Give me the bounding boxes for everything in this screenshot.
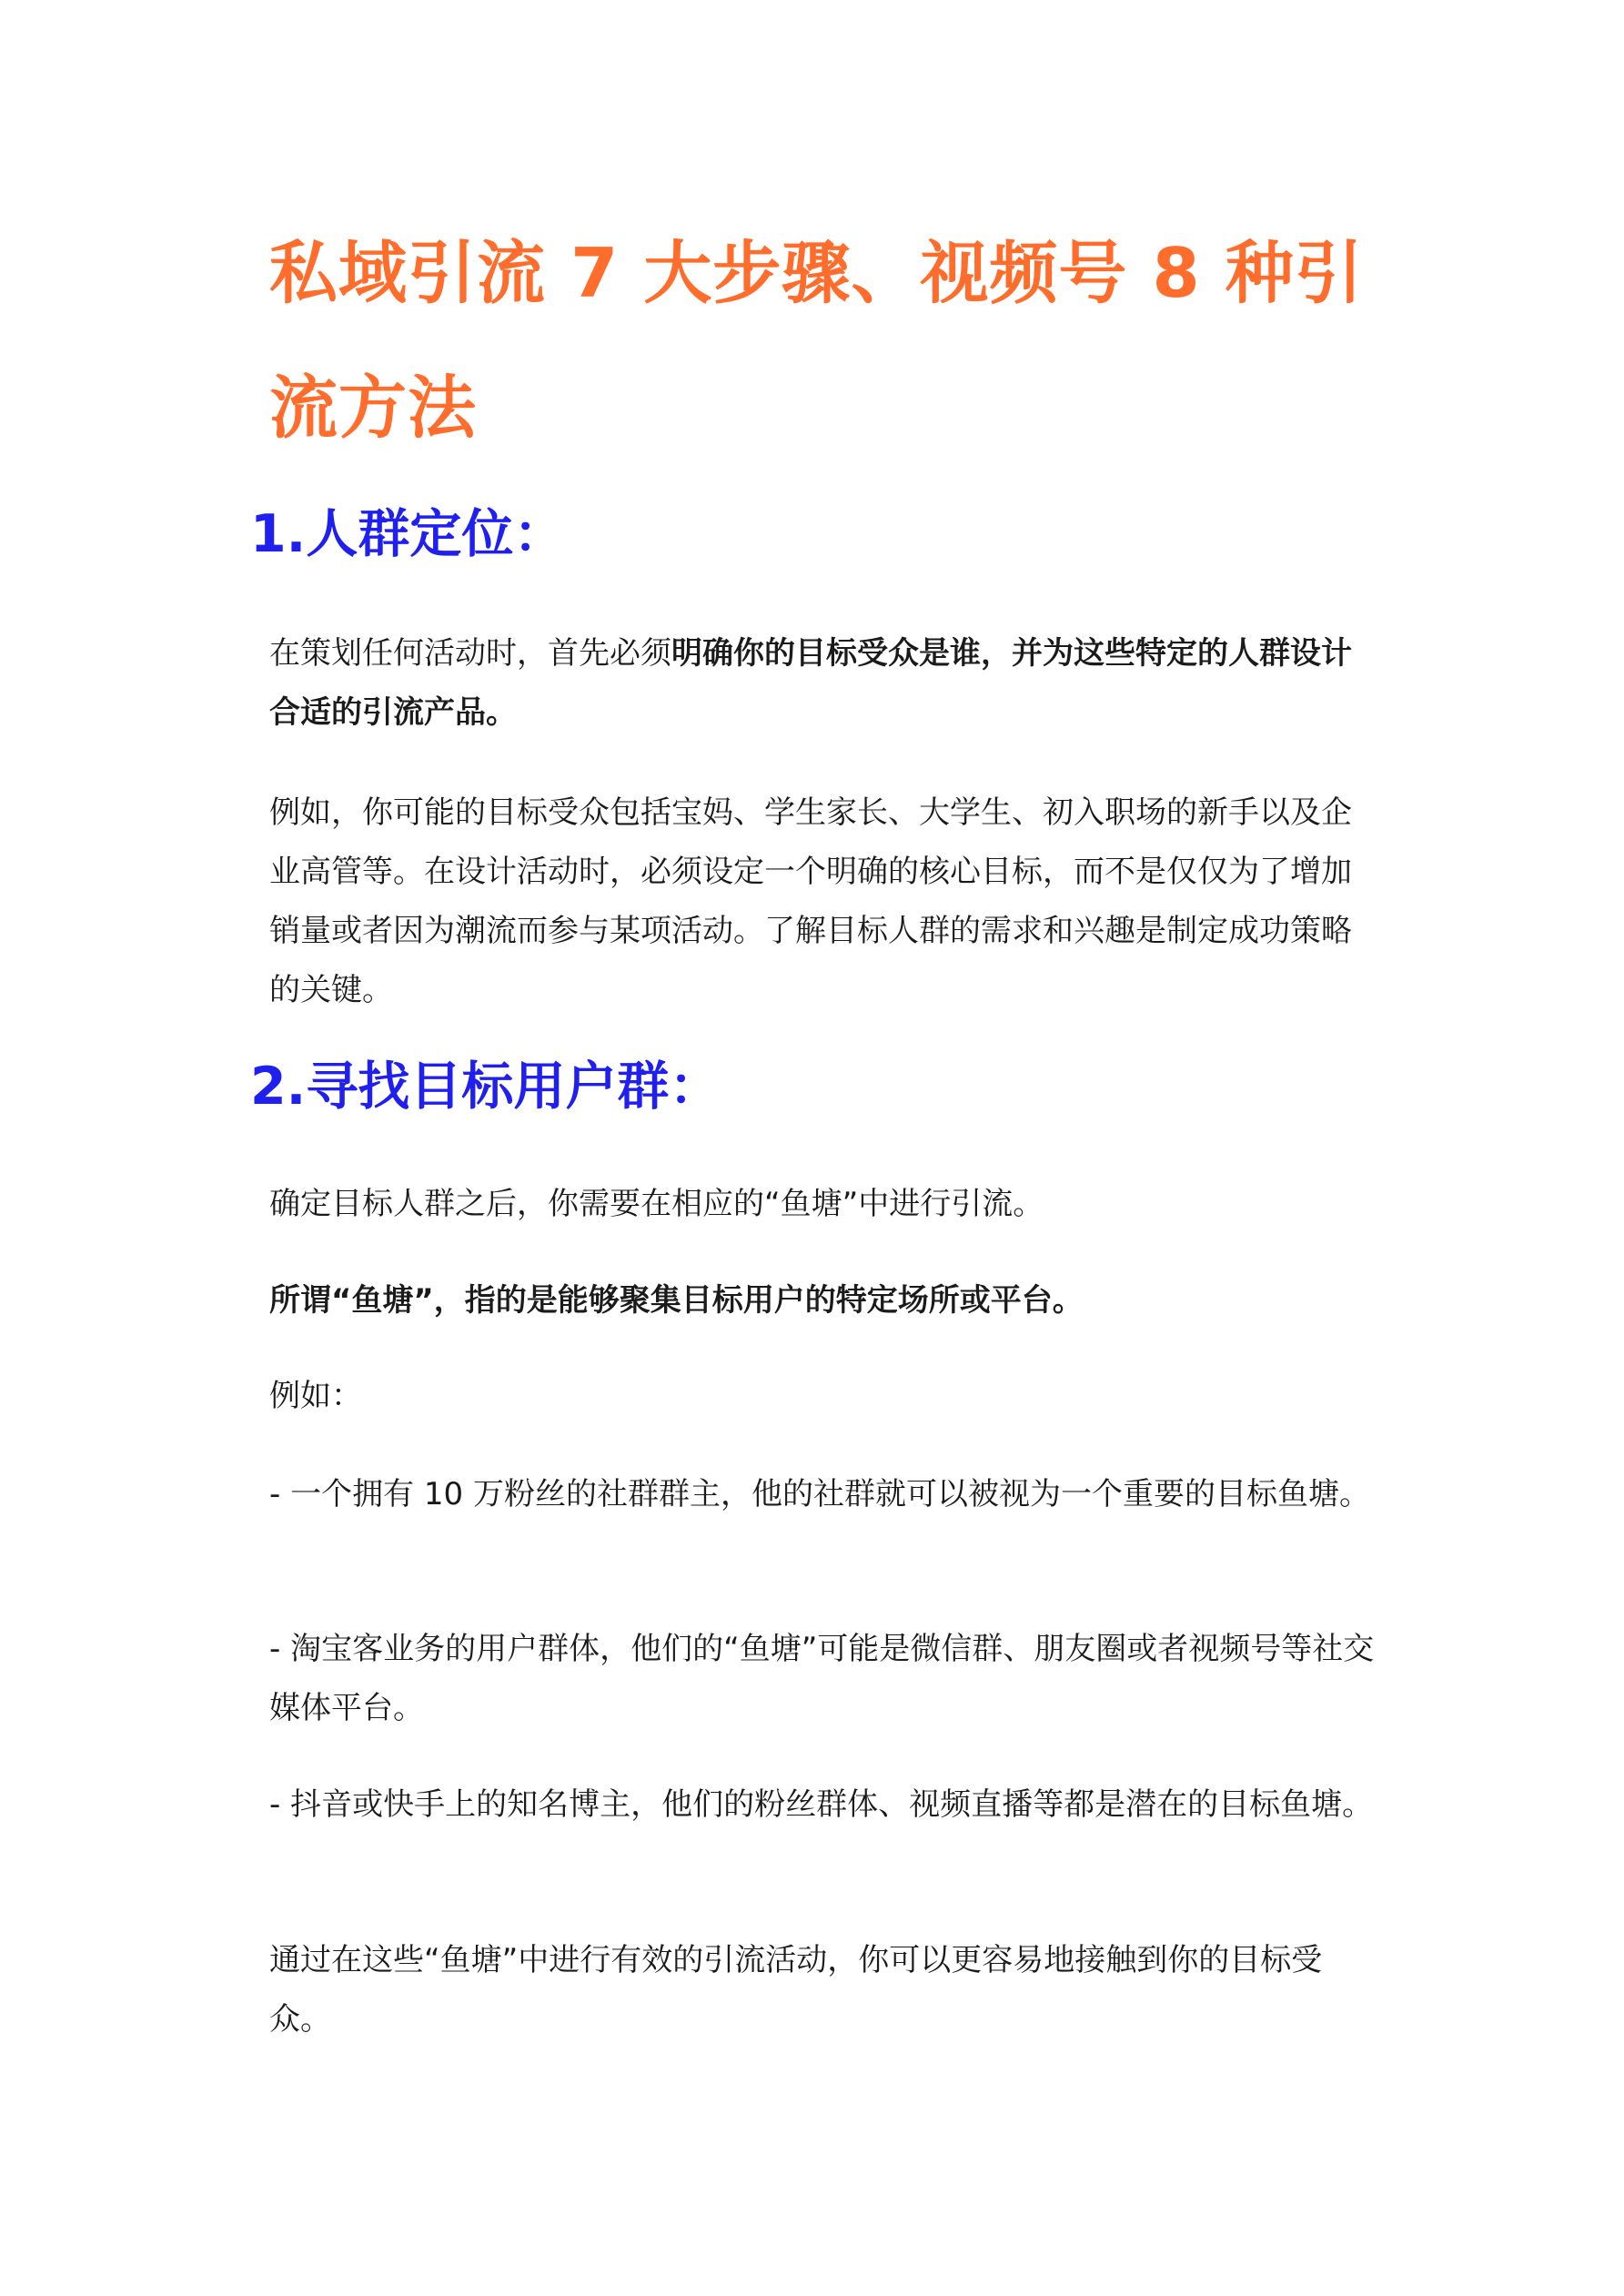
paragraph-example-audience: 例如，你可能的目标受众包括宝妈、学生家长、大学生、初入职场的新手以及企业高管等。在设计活动时，必须设定一个明确的核心目标，而不是仅仅为了增加销量或者因为潮流而参与某项活动。了解目标人群的需求和兴趣是制定成功策略的关键。 bbox=[269, 794, 1352, 1008]
section-heading-find-users: 2.寻找目标用户群： bbox=[250, 1057, 721, 1117]
paragraph-fish-pond: 确定目标人群之后，你需要在相应的“鱼塘”中进行引流。 bbox=[269, 1186, 1044, 1222]
paragraph-fish-pond-definition: 所谓“鱼塘”，指的是能够聚集目标用户的特定场所或平台。 bbox=[269, 1282, 1084, 1319]
list-item-taobao-affiliate: - 淘宝客业务的用户群体，他们的“鱼塘”可能是微信群、朋友圈或者视频号等社交媒体平台。 bbox=[269, 1631, 1375, 1726]
paragraph-conclusion: 通过在这些“鱼塘”中进行有效的引流活动，你可以更容易地接触到你的目标受众。 bbox=[269, 1942, 1323, 2038]
paragraph-intro-plain: 在策划任何活动时，首先必须 bbox=[269, 635, 671, 672]
paragraph-intro bbox=[269, 624, 1379, 743]
paragraph-for-example: 例如： bbox=[269, 1378, 362, 1414]
list-item-community-owner: - 一个拥有 10 万粉丝的社群群主，他的社群就可以被视为一个重要的目标鱼塘。 bbox=[269, 1476, 1370, 1512]
section-heading-crowd-positioning: 1.人群定位： bbox=[250, 504, 566, 564]
list-item-douyin-kuaishou: - 抖音或快手上的知名博主，他们的粉丝群体、视频直播等都是潜在的目标鱼塘。 bbox=[269, 1786, 1374, 1823]
paragraph-intro-bold: 明确你的目标受众是谁，并为这些特定的人群设计合适的引流产品。 bbox=[269, 635, 1352, 731]
document-title: 私域引流 7 大步骤、视频号 8 种引流方法 bbox=[269, 233, 1364, 448]
